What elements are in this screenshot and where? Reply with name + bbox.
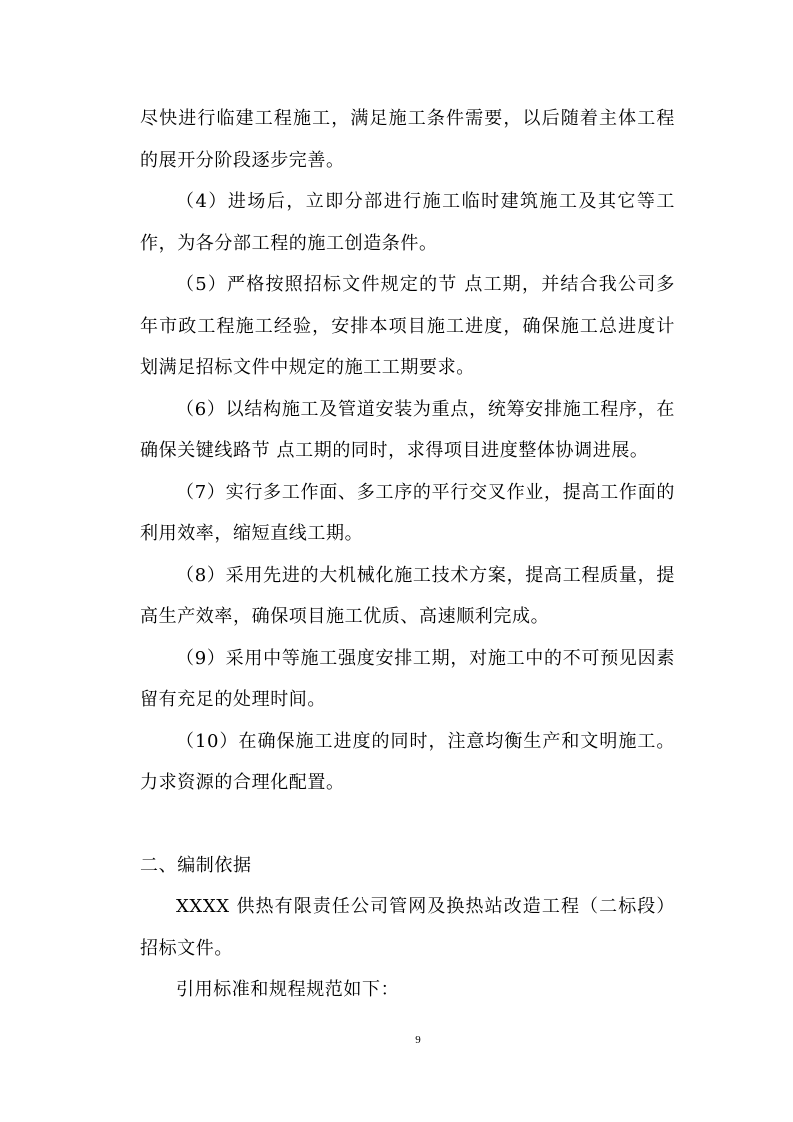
paragraph-standards-intro: 引用标准和规程规范如下： <box>176 979 400 1000</box>
paragraph-item-8: （8）采用先进的大机械化施工技术方案，提高工程质量，提高生产效率，确保项目施工优质、高速顺利完成。 <box>140 564 675 627</box>
page-number: 9 <box>415 1034 421 1046</box>
paragraph-item-7: （7）实行多工作面、多工序的平行交叉作业，提高工作面的利用效率，缩短直线工期。 <box>140 481 675 544</box>
paragraph-item-10: （10）在确保施工进度的同时，注意均衡生产和文明施工。力求资源的合理化配置。 <box>140 730 675 793</box>
paragraph-item-4: （4）进场后，立即分部进行施工临时建筑施工及其它等工作，为各分部工程的施工创造条件。 <box>140 191 675 254</box>
paragraph-continuation: 尽快进行临建工程施工，满足施工条件需要，以后随着主体工程的展开分阶段逐步完善。 <box>140 108 675 171</box>
document-body <box>140 98 675 1011</box>
paragraph-item-9: （9）采用中等施工强度安排工期，对施工中的不可预见因素留有充足的处理时间。 <box>140 647 675 710</box>
paragraph-item-5: （5）严格按照招标文件规定的节 点工期，并结合我公司多年市政工程施工经验，安排本项目施工进度，确保施工总进度计划满足招标文件中规定的施工工期要求。 <box>140 274 675 378</box>
paragraph-tender-document: XXXX 供热有限责任公司管网及换热站改造工程（二标段）招标文件。 <box>140 896 675 959</box>
section-heading: 二、编制依据 <box>140 854 252 876</box>
paragraph-item-6: （6）以结构施工及管道安装为重点，统筹安排施工程序，在确保关键线路节 点工期的同时，求得项目进度整体协调进展。 <box>140 398 675 461</box>
